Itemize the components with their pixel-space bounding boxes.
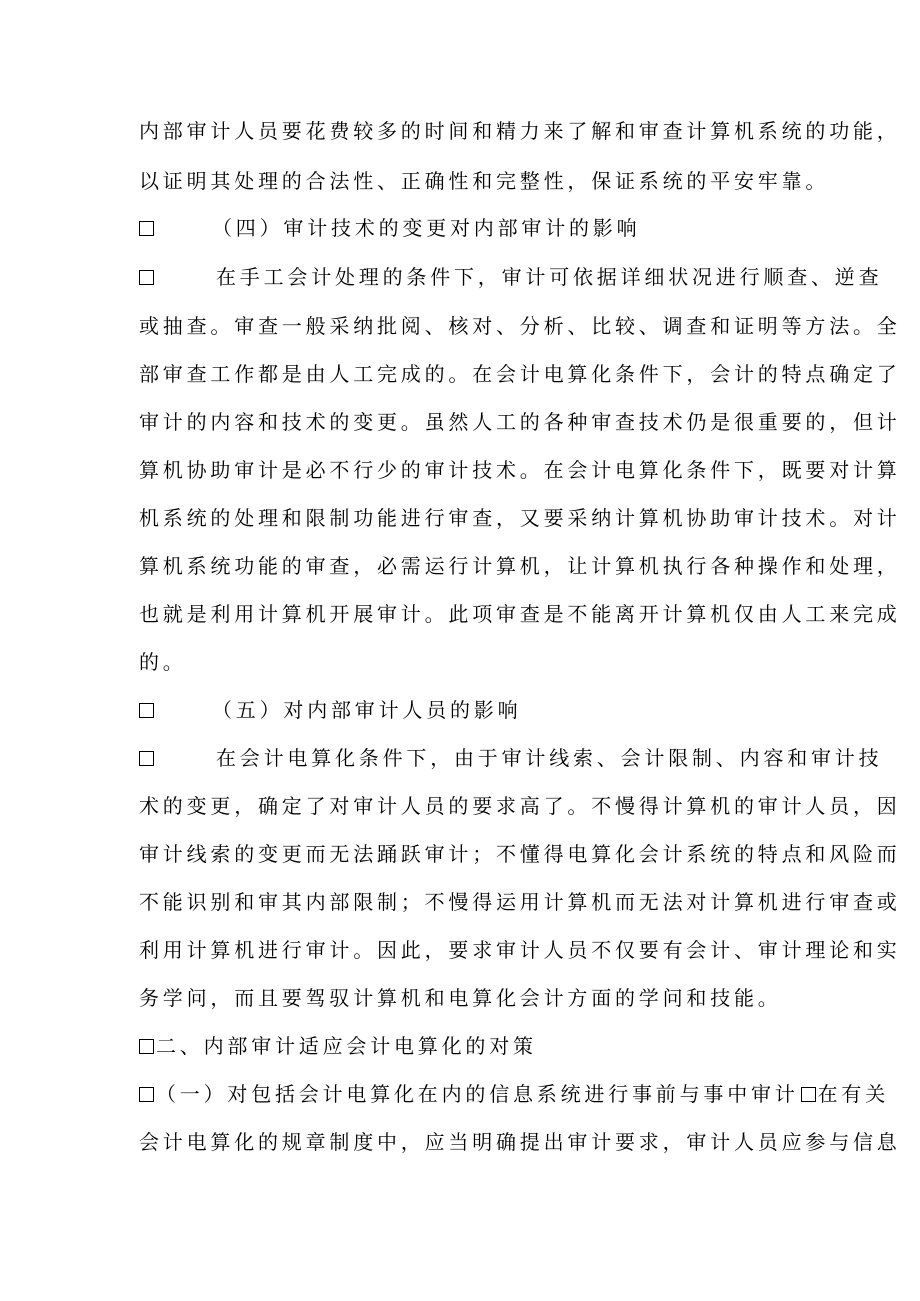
bullet-box-icon — [139, 1039, 154, 1054]
text: 机系统的处理和限制功能进行审查，又要采纳计算机协助审计技术。对计 — [139, 506, 901, 530]
heading-text: （五）对内部审计人员的影响 — [212, 698, 522, 722]
bullet-box-icon — [139, 221, 154, 236]
paragraph-line — [139, 889, 901, 915]
paragraph-line — [139, 985, 782, 1011]
paragraph-line — [139, 649, 187, 675]
text: 部审查工作都是由人工完成的。在会计电算化条件下，会计的特点确定了 — [139, 362, 901, 386]
section-heading-four — [139, 215, 640, 241]
paragraph-line — [139, 457, 901, 483]
paragraph-line — [139, 793, 901, 819]
paragraph-line — [139, 361, 901, 387]
heading-text: （四）审计技术的变更对内部审计的影响 — [212, 216, 641, 240]
text: 也就是利用计算机开展审计。此项审查是不能离开计算机仅由人工来完成 — [139, 602, 901, 626]
text: 术的变更，确定了对审计人员的要求高了。不慢得计算机的审计人员，因 — [139, 794, 901, 818]
section-heading-five — [139, 697, 521, 723]
paragraph-line — [139, 841, 901, 867]
section-heading-two — [139, 1033, 537, 1059]
text: （一）对包括会计电算化在内的信息系统进行事前与事中审计 — [156, 1082, 799, 1106]
paragraph-line — [139, 601, 901, 627]
text: 在有关 — [817, 1082, 890, 1106]
bullet-box-icon — [139, 270, 154, 285]
text: 不能识别和审其内部限制；不慢得运用计算机而无法对计算机进行审查或 — [139, 890, 901, 914]
bullet-box-icon — [801, 1087, 816, 1102]
paragraph-line — [139, 505, 901, 531]
text: 审计的内容和技术的变更。虽然人工的各种审查技术仍是很重要的，但计 — [139, 410, 901, 434]
text: 以证明其处理的合法性、正确性和完整性，保证系统的平安牢靠。 — [139, 169, 830, 193]
bullet-box-icon — [139, 1087, 154, 1102]
paragraph-line — [139, 1081, 889, 1107]
paragraph-line — [139, 1129, 901, 1155]
bullet-box-icon — [139, 703, 154, 718]
paragraph-line — [139, 409, 901, 435]
paragraph-line — [139, 118, 901, 144]
paragraph-line — [139, 745, 882, 771]
text: 或抽查。审查一般采纳批阅、核对、分析、比较、调查和证明等方法。全 — [139, 314, 901, 338]
text: 审计线索的变更而无法踊跃审计；不懂得电算化会计系统的特点和风险而 — [139, 842, 901, 866]
paragraph-line — [139, 168, 829, 194]
text: 利用计算机进行审计。因此，要求审计人员不仅要有会计、审计理论和实 — [139, 938, 901, 962]
text: 算机系统功能的审查，必需运行计算机，让计算机执行各种操作和处理， — [139, 554, 901, 578]
text: 算机协助审计是必不行少的审计技术。在会计电算化条件下，既要对计算 — [139, 458, 901, 482]
text: 在会计电算化条件下，由于审计线索、会计限制、内容和审计技 — [216, 746, 883, 770]
text: 在手工会计处理的条件下，审计可依据详细状况进行顺查、逆查 — [216, 265, 883, 289]
bullet-box-icon — [139, 751, 154, 766]
text: 务学问，而且要驾驭计算机和电算化会计方面的学问和技能。 — [139, 986, 782, 1010]
paragraph-line — [139, 264, 882, 290]
text: 的。 — [139, 650, 187, 674]
text: 内部审计人员要花费较多的时间和精力来了解和审查计算机系统的功能， — [139, 119, 901, 143]
paragraph-line — [139, 553, 901, 579]
heading-text: 二、内部审计适应会计电算化的对策 — [156, 1034, 537, 1058]
paragraph-line — [139, 313, 901, 339]
text: 会计电算化的规章制度中，应当明确提出审计要求，审计人员应参与信息 — [139, 1130, 901, 1154]
paragraph-line — [139, 937, 901, 963]
